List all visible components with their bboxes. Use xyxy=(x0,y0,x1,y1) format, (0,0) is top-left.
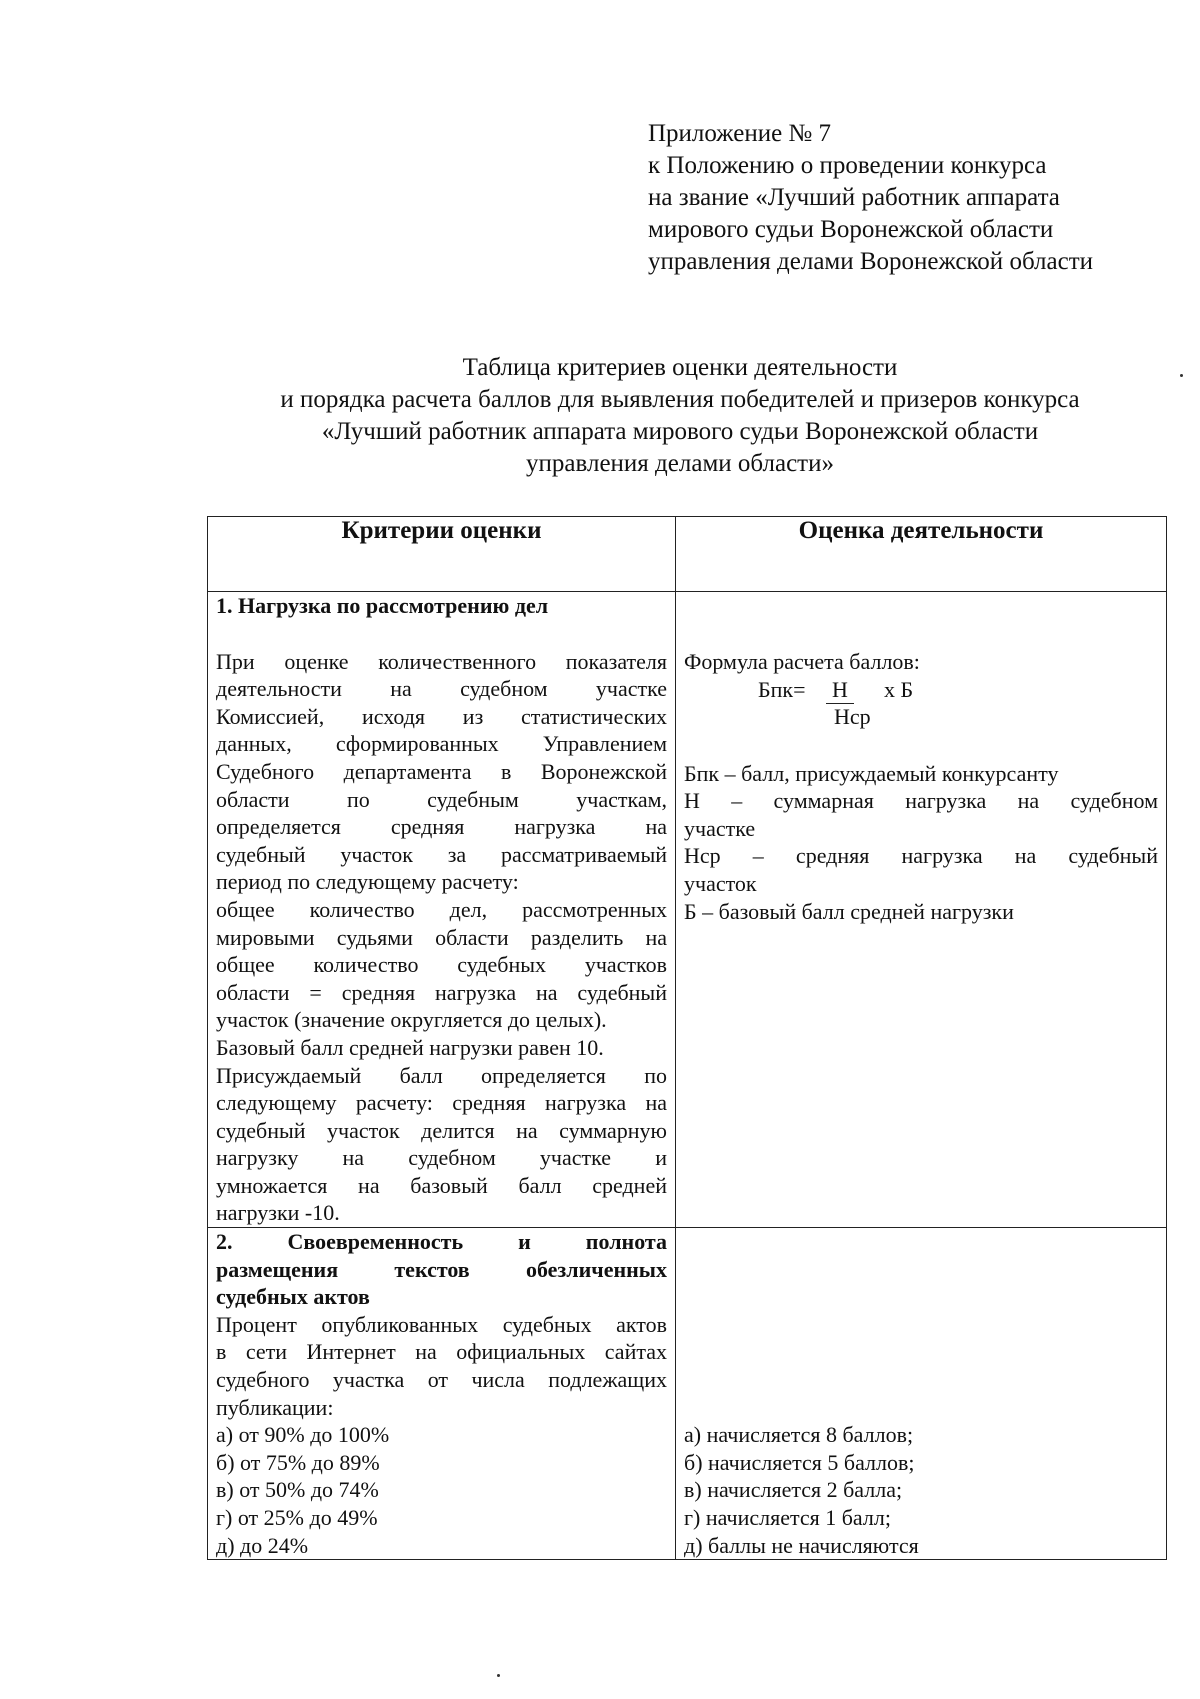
section2-evaluation-cell xyxy=(676,1228,1167,1560)
text-line: Процент опубликованных судебных актов xyxy=(216,1311,667,1337)
text-line: области = средняя нагрузка на судебный xyxy=(216,979,667,1005)
title-line: управления делами области» xyxy=(526,450,834,477)
appendix-header xyxy=(648,118,1093,278)
formula-multiplier: х Б xyxy=(884,676,914,702)
section1-text xyxy=(216,648,667,1227)
text-line: участке xyxy=(684,815,756,841)
list-item: д) до 24% xyxy=(216,1532,309,1558)
text-line: Базовый балл средней нагрузки равен 10. xyxy=(216,1034,604,1060)
text-line: судебного участка от числа подлежащих xyxy=(216,1367,667,1393)
formula-lhs: Бпк= xyxy=(758,676,806,702)
section2-heading-line: судебных актов xyxy=(216,1284,370,1310)
text-line: Бпк – балл, присуждаемый конкурсанту xyxy=(684,760,1059,786)
formula-intro: Формула расчета баллов: xyxy=(684,649,920,674)
table-row xyxy=(208,1228,1167,1560)
title-line: и порядка расчета баллов для выявления победителей и призеров конкурса xyxy=(280,386,1080,413)
list-item: б) начисляется 5 баллов; xyxy=(684,1449,915,1475)
criteria-table xyxy=(207,516,1167,1560)
appendix-line: управления делами Воронежской области xyxy=(648,248,1094,275)
list-item: г) от 25% до 49% xyxy=(216,1505,378,1530)
document-title xyxy=(200,352,1160,480)
appendix-line: к Положению о проведении конкурса xyxy=(648,152,1047,179)
formula-numerator: Н xyxy=(826,676,854,705)
section2-heading-line: 2. Своевременность и полнота xyxy=(216,1229,667,1255)
section1-criteria-cell xyxy=(208,592,676,1228)
column-header-criteria: Критерии оценки xyxy=(208,517,676,592)
text-line: судебный участок делится на суммарную xyxy=(216,1117,667,1143)
text-line: участок xyxy=(684,870,757,896)
text-line: деятельности на судебном участке xyxy=(216,676,667,702)
text-line: Нср – средняя нагрузка на судебный xyxy=(684,843,1158,869)
scan-speck xyxy=(1180,374,1183,377)
text-line: Комиссией, исходя из статистических xyxy=(216,703,667,729)
list-item: в) начисляется 2 балла; xyxy=(684,1477,903,1503)
column-header-evaluation: Оценка деятельности xyxy=(676,517,1167,592)
text-line: участок (значение округляется до целых). xyxy=(216,1007,607,1033)
section2-heading-line: размещения текстов обезличенных xyxy=(216,1256,667,1282)
text-line: Б – базовый балл средней нагрузки xyxy=(684,898,1014,924)
score-formula xyxy=(684,676,1158,732)
appendix-line: на звание «Лучший работник аппарата xyxy=(648,184,1060,211)
text-line: умножается на базовый балл средней xyxy=(216,1172,667,1198)
text-line: области по судебным участкам, xyxy=(216,786,667,812)
text-line: Н – суммарная нагрузка на судебном xyxy=(684,788,1158,814)
text-line: Судебного департамента в Воронежской xyxy=(216,758,667,784)
list-item: а) начисляется 8 баллов; xyxy=(684,1422,914,1448)
title-line: Таблица критериев оценки деятельности xyxy=(462,354,898,381)
text-line: публикации: xyxy=(216,1394,334,1420)
text-line: нагрузки -10. xyxy=(216,1200,340,1226)
text-line: в сети Интернет на официальных сайтах xyxy=(216,1339,667,1365)
text-line: определяется средняя нагрузка на xyxy=(216,814,667,840)
list-item: а) от 90% до 100% xyxy=(216,1422,390,1448)
text-line: нагрузку на судебном участке и xyxy=(216,1145,667,1171)
list-item: г) начисляется 1 балл; xyxy=(684,1505,891,1530)
text-line: Присуждаемый балл определяется по xyxy=(216,1062,667,1088)
text-line: общее количество судебных участков xyxy=(216,952,667,978)
text-line: общее количество дел, рассмотренных xyxy=(216,896,667,922)
list-item: б) от 75% до 89% xyxy=(216,1449,380,1475)
section2-criteria-cell xyxy=(208,1228,676,1560)
appendix-line: Приложение № 7 xyxy=(648,120,832,147)
formula-denominator: Нср xyxy=(834,703,871,729)
list-item: д) баллы не начисляются xyxy=(684,1532,919,1558)
table-header-row xyxy=(208,517,1167,592)
section1-heading: 1. Нагрузка по рассмотрению дел xyxy=(216,593,549,618)
section1-evaluation-cell xyxy=(676,592,1167,1228)
list-item: в) от 50% до 74% xyxy=(216,1477,379,1503)
text-line: судебный участок за рассматриваемый xyxy=(216,841,667,867)
appendix-line: мирового судьи Воронежской области xyxy=(648,216,1054,243)
table-row xyxy=(208,592,1167,1228)
text-line: мировыми судьями области разделить на xyxy=(216,924,667,950)
text-line: данных, сформированных Управлением xyxy=(216,731,667,757)
text-line: период по следующему расчету: xyxy=(216,869,519,895)
text-line: следующему расчету: средняя нагрузка на xyxy=(216,1090,667,1116)
text-line: При оценке количественного показателя xyxy=(216,648,667,674)
title-line: «Лучший работник аппарата мирового судьи Воронежской области xyxy=(321,418,1039,445)
scan-speck xyxy=(497,1674,500,1677)
